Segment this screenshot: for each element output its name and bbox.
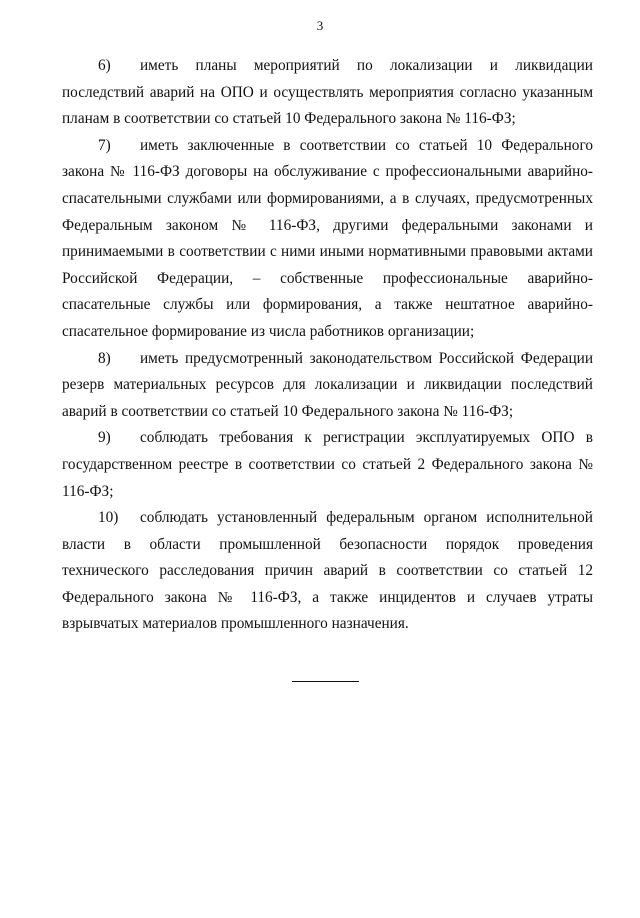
end-rule-divider [292, 681, 359, 682]
item-number: 8) [98, 349, 111, 367]
item-text: соблюдать установленный федеральным органом исполнительной власти в области промышленной безопасности порядок проведения технического расследования причин аварий в соответствии со статьей 12 Федерального закона № 116-ФЗ, а также инцидентов и случаев утраты взрывчатых материалов промышленного назначения. [62, 509, 593, 633]
item-number: 9) [98, 429, 111, 447]
list-item-9 [62, 425, 593, 505]
list-item-8 [62, 346, 593, 426]
item-text: иметь предусмотренный законодательством Российской Федерации резерв материальных ресурсов для локализации и ликвидации последствий аварий в соответствии со статьей 10 Федерального закона № 116-ФЗ; [62, 349, 593, 420]
document-body [62, 53, 593, 638]
list-item-10 [62, 505, 593, 638]
list-item-7 [62, 133, 593, 346]
item-number: 10) [98, 509, 119, 527]
item-text: соблюдать требования к регистрации эксплуатируемых ОПО в государственном реестре в соответствии со статьей 2 Федерального закона № 116-ФЗ; [62, 429, 593, 500]
item-number: 6) [98, 57, 111, 74]
item-text: иметь заключенные в соответствии со статьей 10 Федерального закона № 116-ФЗ договоры на обслуживание с профессиональными аварийно-спасательными службами или формированиями, а в случаях, предусмотренных Федеральным законом № 116-ФЗ, другими федеральными законами и принимаемыми в соответствии с ними иными нормативными правовыми актами Российской Федерации, – собственные профессиональные аварийно-спасательные службы или формирования, а также нештатное аварийно-спасательное формирование из числа работников организации; [62, 136, 593, 340]
item-text: иметь планы мероприятий по локализации и ликвидации последствий аварий на ОПО и осуществлять мероприятия согласно указанным планам в соответствии со статьей 10 Федерального закона № 116-ФЗ; [62, 57, 593, 128]
list-item-6 [62, 53, 593, 133]
item-number: 7) [98, 136, 111, 154]
page-number: 3 [316, 18, 324, 33]
